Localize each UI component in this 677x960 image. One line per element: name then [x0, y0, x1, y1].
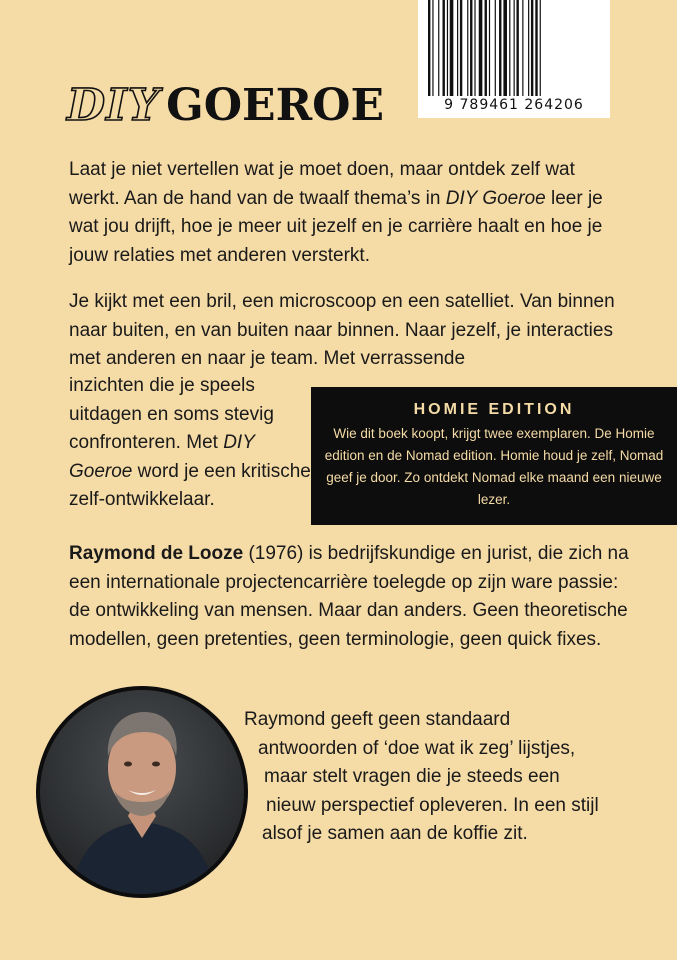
intro-paragraph	[69, 156, 629, 270]
isbn-number: 9 789461 264206	[444, 97, 584, 113]
barcode	[418, 0, 610, 118]
author-bio	[69, 540, 629, 654]
barcode-bar	[457, 0, 458, 96]
barcode-bar	[499, 0, 501, 96]
second-paragraph: Je kijkt met een bril, een microscoop en een satelliet. Van binnen naar buiten, en van buiten naar binnen. Naar jezelf, je interacties met anderen en naar je team. Met verrassende	[69, 291, 615, 369]
barcode-bar	[503, 0, 507, 96]
barcode-bar	[495, 0, 496, 96]
barcode-bar	[489, 0, 490, 96]
closing-line-2: antwoorden of ‘doe wat ik zeg’ lijstjes,	[258, 737, 576, 759]
homie-body: Wie dit boek koopt, krijgt twee exemplaren. De Homie edition en de Nomad edition. Homie houd je zelf, Nomad geef je door. Zo ontdekt Nomad elke maand een nieuwe lezer.	[324, 426, 664, 507]
closing-line-5: alsof je samen aan de koffie zit.	[262, 823, 528, 844]
second-paragraph-continued	[69, 372, 319, 515]
barcode-bar	[443, 0, 445, 96]
barcode-bar	[432, 0, 433, 96]
intro-text-b: leer je wat jou drijft, hoe je meer uit jezelf en je carrière haalt en hoe je jouw relaties met anderen versterkt.	[69, 187, 603, 266]
closing-line-4: nieuw perspectief opleveren. In een stijl	[266, 794, 599, 816]
barcode-bar	[460, 0, 462, 96]
barcode-bar	[447, 0, 448, 96]
barcode-bar	[479, 0, 483, 96]
author-bio-text: (1976) is bedrijfskundige en jurist, die zich na een internationale projectencarrière toelegde op zijn ware passie: de ontwikkeling van mensen. Maar dan anders. Geen theoretische modellen, geen pretenties, geen terminologie, geen quick fixes.	[69, 543, 629, 650]
barcode-bar	[470, 0, 472, 96]
homie-title: HOMIE EDITION	[413, 401, 575, 418]
barcode-bar	[516, 0, 518, 96]
closing-line-3: maar stelt vragen die je steeds een	[264, 766, 560, 787]
barcode-bar	[428, 0, 430, 96]
barcode-bar	[528, 0, 529, 96]
title-diy: DIY	[67, 80, 161, 131]
author-name: Raymond de Looze	[69, 543, 244, 564]
barcode-bars	[428, 0, 600, 96]
barcode-bar	[514, 0, 515, 96]
homie-edition-box	[311, 387, 677, 525]
barcode-bar	[485, 0, 487, 96]
barcode-bar	[522, 0, 523, 96]
title-goeroe: GOEROE	[166, 80, 385, 131]
intro-text-a: Laat je niet vertellen wat je moet doen, maar ontdek zelf wat werkt. Aan de hand van de twaalf thema’s in	[69, 159, 575, 209]
barcode-bar	[450, 0, 454, 96]
barcode-bar	[540, 0, 541, 96]
barcode-bar	[531, 0, 533, 96]
barcode-bar	[474, 0, 475, 96]
closing-line-1: Raymond geeft geen standaard	[244, 709, 511, 730]
barcode-bar	[467, 0, 468, 96]
second-text-a: inzichten die je speels uitdagen en soms stevig confronteren. Met	[69, 375, 274, 453]
second-text-b: word je een kritische zelf-ontwikkelaar.	[69, 460, 311, 510]
author-photo	[36, 686, 248, 898]
intro-title-ref: DIY Goeroe	[445, 187, 546, 209]
book-title	[67, 72, 385, 131]
second-title-ref: DIY Goeroe	[69, 432, 255, 482]
barcode-bar	[535, 0, 537, 96]
barcode-bar	[438, 0, 439, 96]
barcode-bar	[509, 0, 510, 96]
